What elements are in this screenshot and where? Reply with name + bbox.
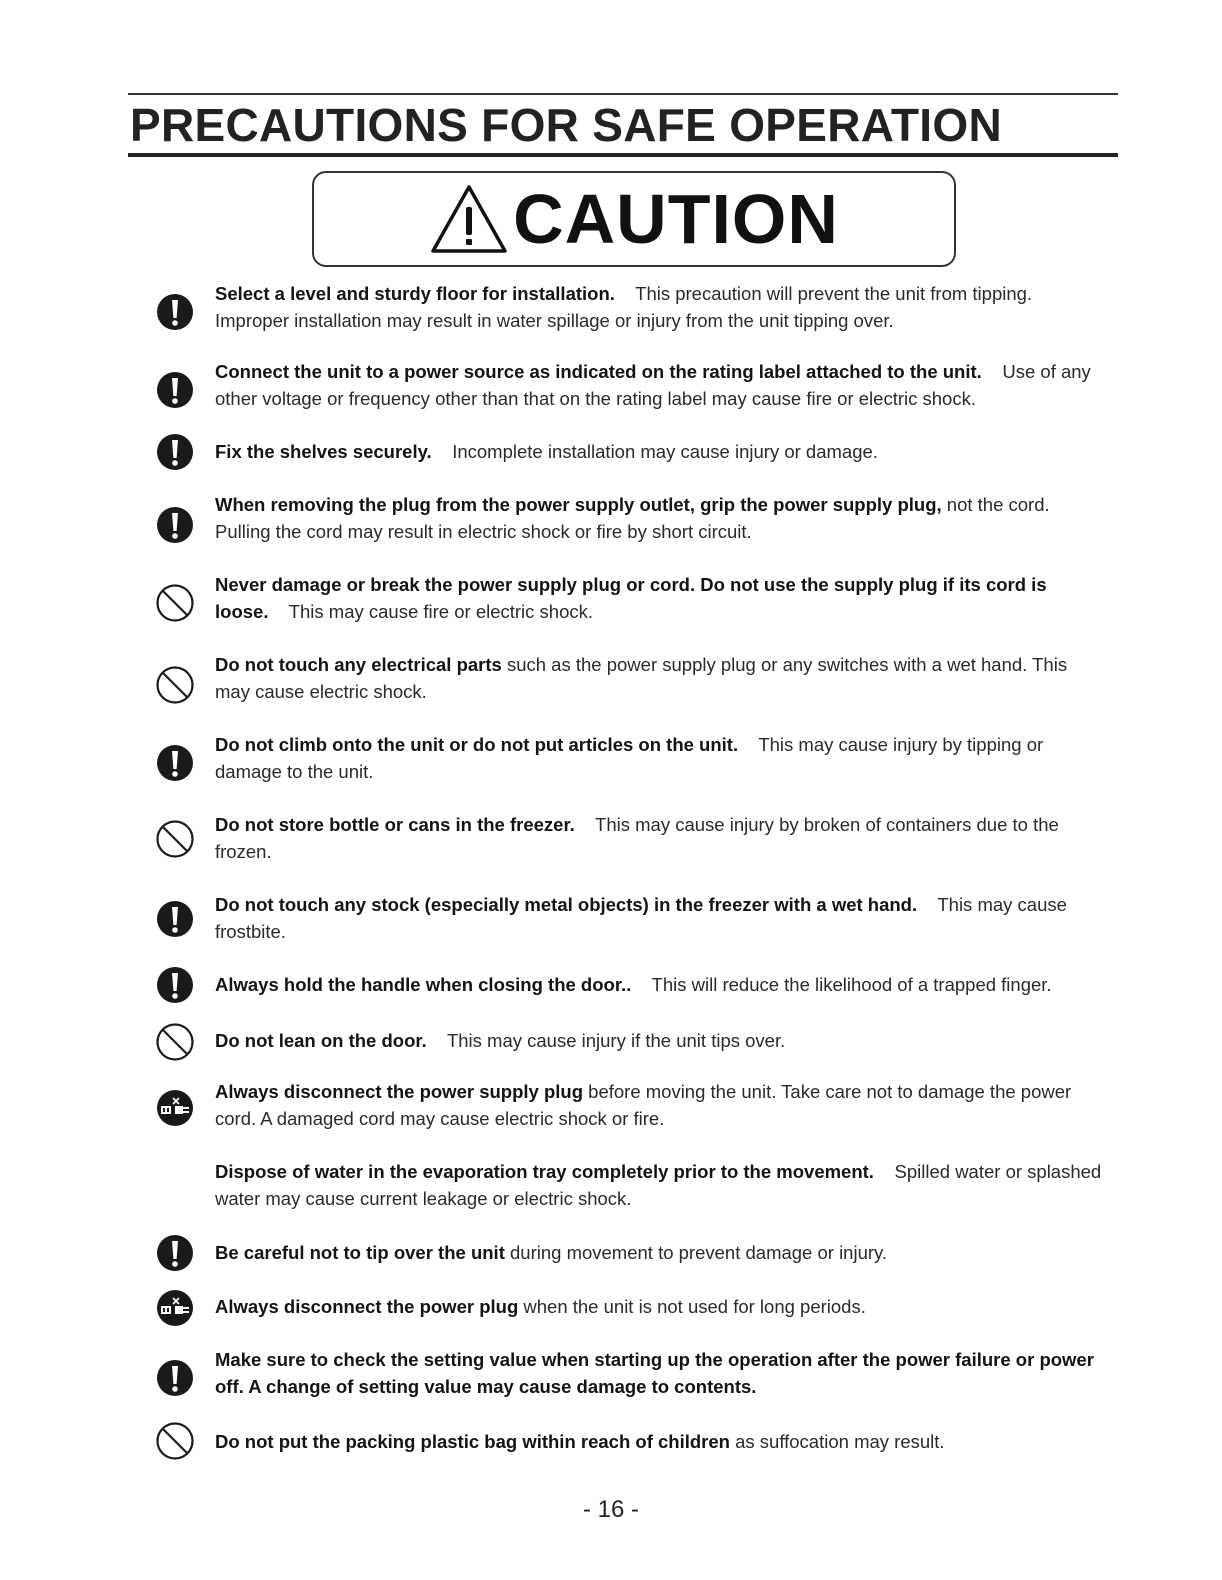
precaution-detail: such as the power supply plug or any switches with a wet hand. This may cause electric shock. xyxy=(215,654,1068,702)
caution-label: CAUTION xyxy=(513,180,839,258)
title-rule-bottom xyxy=(128,153,1118,157)
page-title: PRECAUTIONS FOR SAFE OPERATION xyxy=(130,99,1002,151)
precaution-text xyxy=(215,971,1105,998)
precaution-bold: Always hold the handle when closing the door.. xyxy=(215,974,632,995)
precaution-bold: Fix the shelves securely. xyxy=(215,441,432,462)
mandatory-icon xyxy=(155,965,195,1005)
warning-triangle-icon xyxy=(429,183,509,255)
precaution-detail: Spilled water or splashed water may cause current leakage or electric shock. xyxy=(215,1161,1102,1209)
precaution-text xyxy=(215,1027,1105,1054)
precaution-bold: Never damage or break the power supply plug or cord. Do not use the supply plug if its cord is loose. xyxy=(215,574,1047,622)
precaution-bold: Do not touch any electrical parts xyxy=(215,654,502,675)
precaution-bold: Dispose of water in the evaporation tray completely prior to the movement. xyxy=(215,1161,874,1182)
precaution-detail: This may cause injury by broken of containers due to the frozen. xyxy=(215,814,1059,862)
precaution-detail: during movement to prevent damage or injury. xyxy=(510,1242,888,1263)
precaution-detail: This may cause injury by tipping or damage to the unit. xyxy=(215,734,1044,782)
precaution-bold: Always disconnect the power plug xyxy=(215,1296,519,1317)
precaution-text xyxy=(215,571,1105,625)
precaution-bold: Connect the unit to a power source as indicated on the rating label attached to the unit. xyxy=(215,361,982,382)
precaution-text xyxy=(215,891,1105,945)
precaution-text xyxy=(215,1239,1105,1266)
precaution-text xyxy=(215,358,1105,412)
precaution-text xyxy=(215,1293,1105,1320)
mandatory-icon xyxy=(155,1358,195,1398)
precaution-bold: Do not climb onto the unit or do not put articles on the unit. xyxy=(215,734,739,755)
precaution-text xyxy=(215,731,1105,785)
mandatory-icon xyxy=(155,1233,195,1273)
mandatory-icon xyxy=(155,899,195,939)
mandatory-icon xyxy=(155,432,195,472)
unplug-icon xyxy=(155,1288,195,1328)
precaution-detail: This precaution will prevent the unit from tipping. Improper installation may result in water spillage or injury from the unit tipping over. xyxy=(215,283,1033,331)
unplug-icon xyxy=(155,1088,195,1128)
prohibited-icon xyxy=(155,665,195,705)
prohibited-icon xyxy=(155,1421,195,1461)
precaution-text xyxy=(215,280,1105,334)
precaution-text xyxy=(215,1428,1105,1455)
precaution-bold: Do not touch any stock (especially metal objects) in the freezer with a wet hand. xyxy=(215,894,918,915)
mandatory-icon xyxy=(155,292,195,332)
precaution-bold: Select a level and sturdy floor for installation. xyxy=(215,283,615,304)
precaution-text xyxy=(215,1078,1105,1132)
precaution-bold: When removing the plug from the power supply outlet, grip the power supply plug, xyxy=(215,494,942,515)
mandatory-icon xyxy=(155,370,195,410)
precaution-text xyxy=(215,1158,1105,1212)
precaution-bold: Always disconnect the power supply plug xyxy=(215,1081,584,1102)
precaution-bold: Do not put the packing plastic bag within reach of children xyxy=(215,1431,730,1452)
prohibited-icon xyxy=(155,819,195,859)
prohibited-icon xyxy=(155,1022,195,1062)
precaution-detail: This will reduce the likelihood of a trapped finger. xyxy=(651,974,1052,995)
precaution-text xyxy=(215,811,1105,865)
precaution-bold: Do not store bottle or cans in the freezer. xyxy=(215,814,575,835)
page-number: - 16 - xyxy=(582,1496,639,1523)
title-rule-top xyxy=(128,93,1118,95)
precaution-bold: Make sure to check the setting value when starting up the operation after the power failure or power off. A change of setting value may cause damage to contents. xyxy=(215,1349,1094,1397)
precaution-text xyxy=(215,651,1105,705)
precaution-bold: Do not lean on the door. xyxy=(215,1030,427,1051)
precaution-text xyxy=(215,438,1105,465)
precaution-detail: as suffocation may result. xyxy=(735,1431,945,1452)
precaution-text xyxy=(215,1346,1105,1400)
precaution-text xyxy=(215,491,1105,545)
precaution-detail: This may cause fire or electric shock. xyxy=(288,601,594,622)
precaution-detail: Use of any other voltage or frequency other than that on the rating label may cause fire or electric shock. xyxy=(215,361,1091,409)
caution-banner xyxy=(312,171,956,267)
precaution-detail: not the cord. Pulling the cord may result in electric shock or fire by short circuit. xyxy=(215,494,1050,542)
mandatory-icon xyxy=(155,743,195,783)
precaution-detail: when the unit is not used for long periods. xyxy=(523,1296,866,1317)
prohibited-icon xyxy=(155,583,195,623)
precaution-detail: before moving the unit. Take care not to damage the power cord. A damaged cord may cause electric shock or fire. xyxy=(215,1081,1072,1129)
precaution-detail: This may cause frostbite. xyxy=(215,894,1067,942)
precaution-bold: Be careful not to tip over the unit xyxy=(215,1242,505,1263)
mandatory-icon xyxy=(155,505,195,545)
precaution-detail: This may cause injury if the unit tips over. xyxy=(446,1030,786,1051)
precaution-detail: Incomplete installation may cause injury or damage. xyxy=(452,441,878,462)
